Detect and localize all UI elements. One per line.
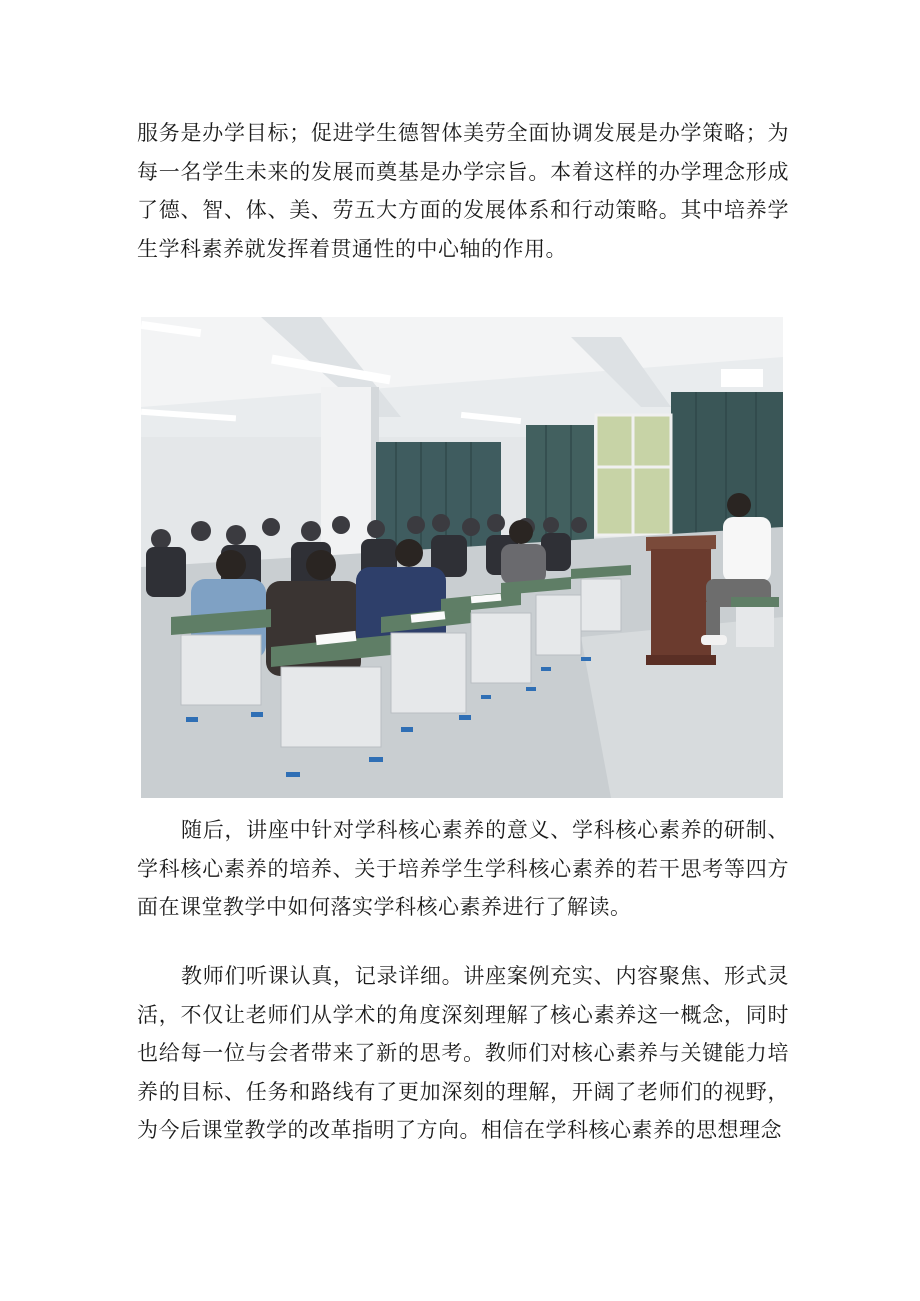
paragraph-1: 服务是办学目标；促进学生德智体美劳全面协调发展是办学策略；为每一名学生未来的发展而奠基是办学宗旨。本着这样的办学理念形成了德、智、体、美、劳五大方面的发展体系和行动策略。其中培养学生学科素养就发挥着贯通性的中心轴的作用。 (137, 121, 789, 261)
lecture-photo (141, 317, 783, 798)
paragraph-3: 教师们听课认真，记录详细。讲座案例充实、内容聚焦、形式灵活，不仅让老师们从学术的角度深刻理解了核心素养这一概念，同时也给每一位与会者带来了新的思考。教师们对核心素养与关键能力培养的目标、任务和路线有了更加深刻的理解，开阔了老师们的视野，为今后课堂教学的改革指明了方向。相信在学科核心素养的思想理念 (137, 964, 789, 1142)
paragraph-2: 随后，讲座中针对学科核心素养的意义、学科核心素养的研制、学科核心素养的培养、关于培养学生学科核心素养的若干思考等四方面在课堂教学中如何落实学科核心素养进行了解读。 (137, 818, 789, 919)
